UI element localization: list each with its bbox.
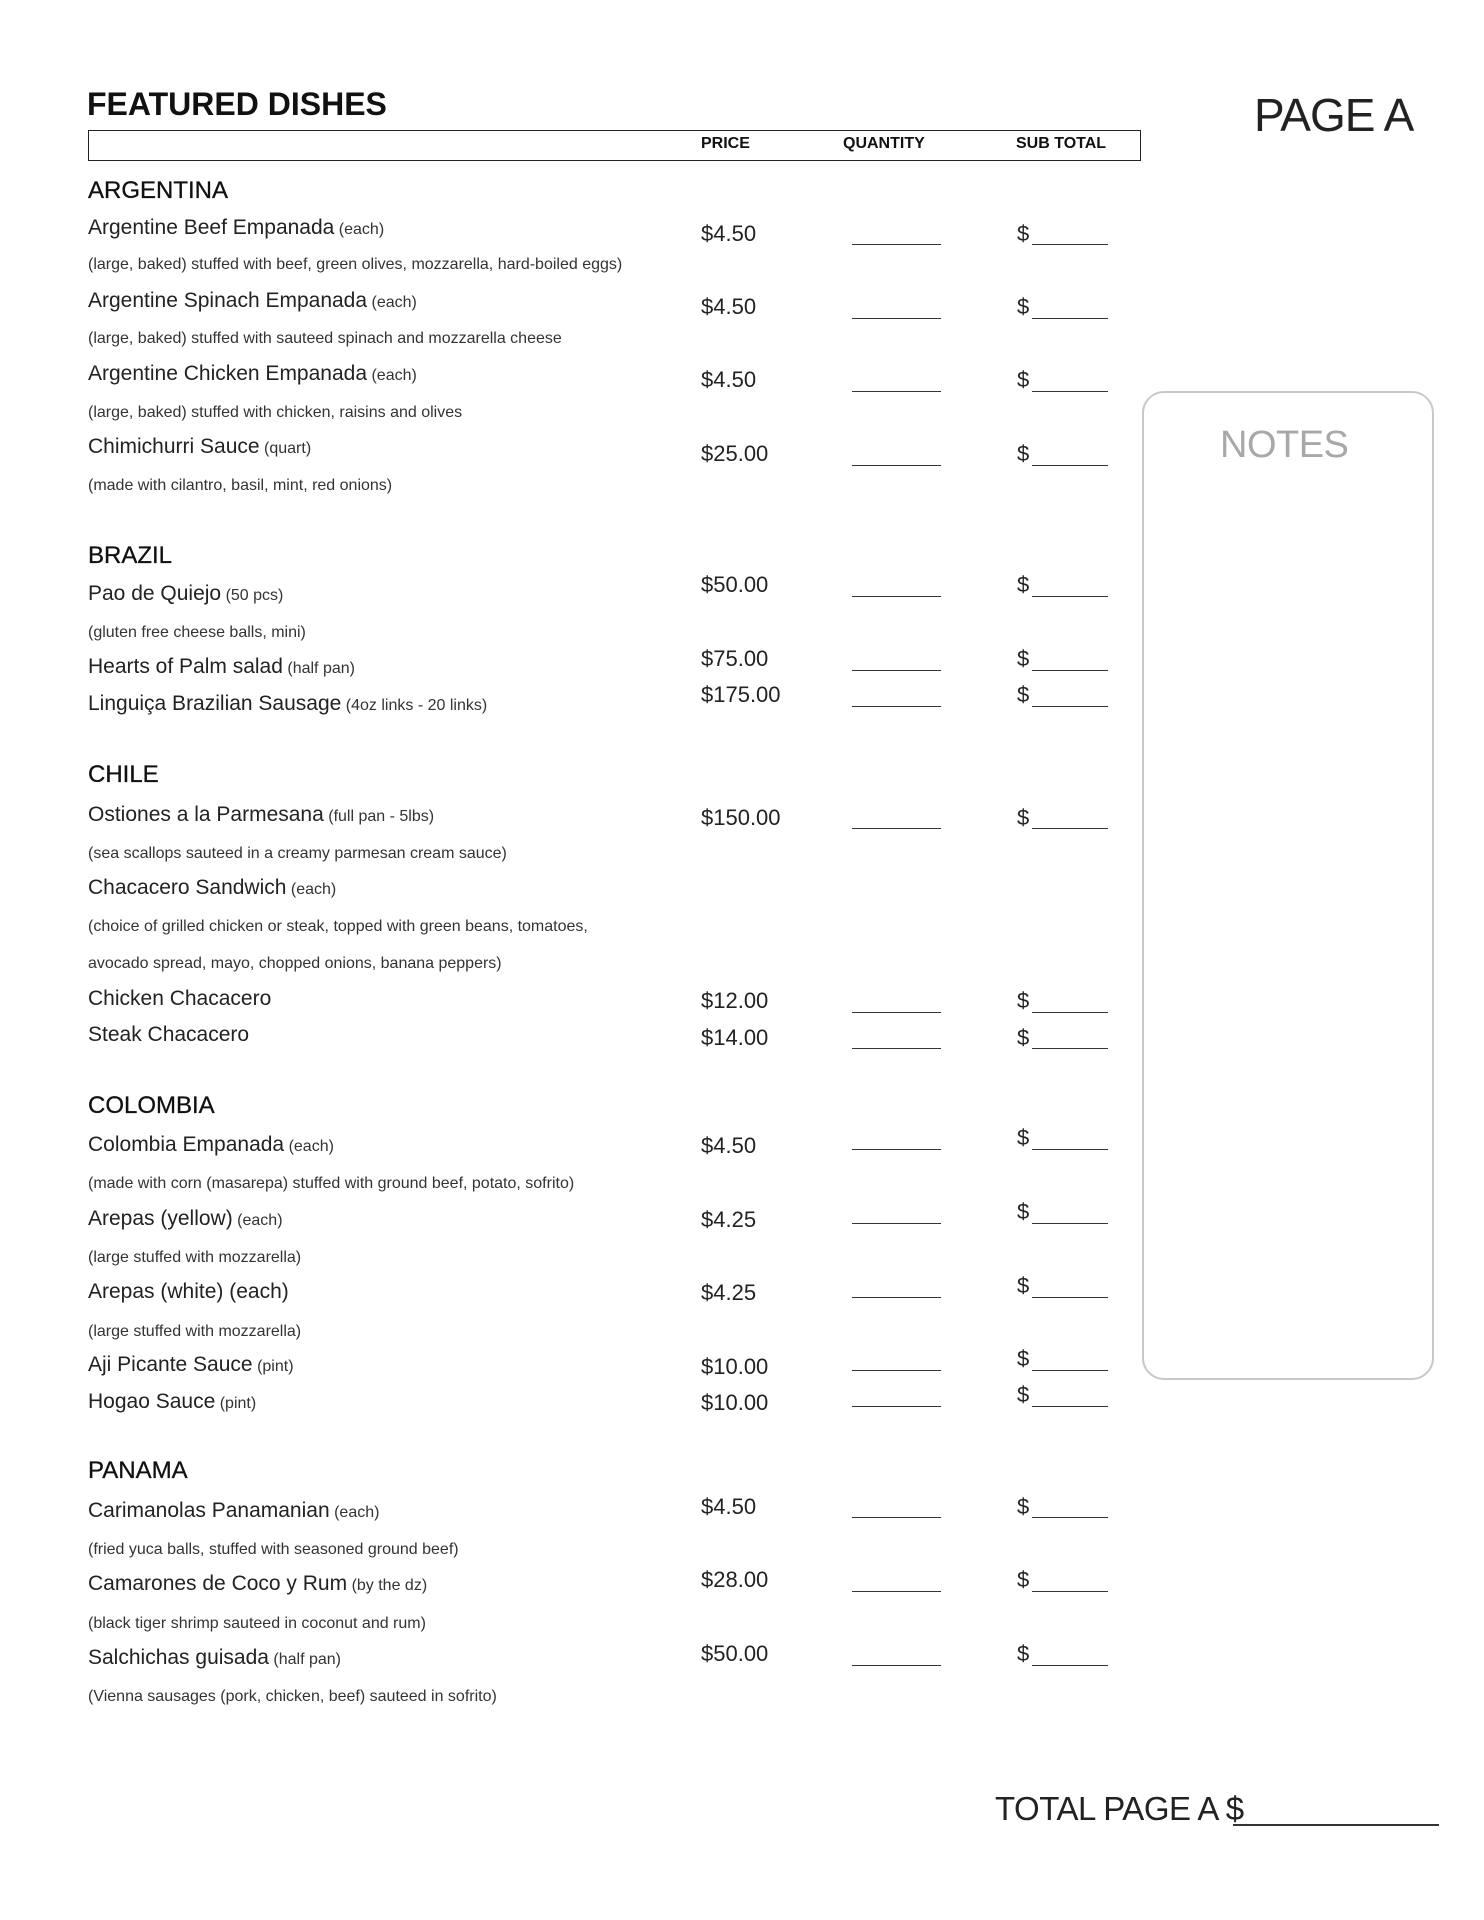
subtotal-field[interactable] — [1032, 1665, 1108, 1666]
item-price: $4.50 — [701, 221, 757, 246]
menu-item — [88, 362, 417, 386]
subtotal-field[interactable] — [1032, 828, 1108, 829]
subtotal-dollar-sign: $ — [1017, 221, 1030, 246]
item-description: (sea scallops sauteed in a creamy parmesan cream sauce) — [88, 845, 507, 862]
subtotal-dollar-sign: $ — [1017, 1125, 1030, 1150]
item-unit: (half pan) — [287, 660, 355, 677]
item-unit: (pint) — [219, 1395, 257, 1412]
subtotal-field[interactable] — [1032, 1048, 1108, 1049]
item-price: $4.50 — [701, 294, 757, 319]
item-name: Hogao Sauce — [88, 1390, 216, 1413]
subtotal-dollar-sign: $ — [1017, 1025, 1030, 1050]
quantity-field[interactable] — [852, 1149, 941, 1150]
page-label: PAGE A — [1254, 89, 1414, 141]
item-name: Ostiones a la Parmesana — [88, 803, 324, 826]
column-header-price: PRICE — [701, 135, 750, 152]
item-description: (gluten free cheese balls, mini) — [88, 624, 306, 641]
section-heading-panama: PANAMA — [88, 1457, 188, 1484]
subtotal-dollar-sign: $ — [1017, 1494, 1030, 1519]
quantity-field[interactable] — [852, 1012, 941, 1013]
quantity-field[interactable] — [852, 1370, 941, 1371]
subtotal-field[interactable] — [1032, 1297, 1108, 1298]
subtotal-dollar-sign: $ — [1017, 294, 1030, 319]
item-unit: (50 pcs) — [225, 587, 284, 604]
subtotal-dollar-sign: $ — [1017, 1641, 1030, 1666]
subtotal-field[interactable] — [1032, 1517, 1108, 1518]
menu-item — [88, 1646, 341, 1670]
item-description: (large, baked) stuffed with sauteed spinach and mozzarella cheese — [88, 330, 562, 347]
section-heading-argentina: ARGENTINA — [88, 177, 229, 204]
item-price: $150.00 — [701, 805, 781, 830]
page-title: FEATURED DISHES — [87, 86, 387, 122]
item-description: (large, baked) stuffed with chicken, raisins and olives — [88, 404, 463, 421]
menu-item — [88, 1572, 427, 1596]
quantity-field[interactable] — [852, 465, 941, 466]
item-unit: (each) — [237, 1212, 283, 1229]
column-header-quantity: QUANTITY — [843, 135, 925, 152]
subtotal-field[interactable] — [1032, 318, 1108, 319]
subtotal-field[interactable] — [1032, 1591, 1108, 1592]
subtotal-dollar-sign: $ — [1017, 1273, 1030, 1298]
item-price: $4.50 — [701, 1133, 757, 1158]
subtotal-dollar-sign: $ — [1017, 988, 1030, 1013]
item-unit: (4oz links - 20 links) — [345, 697, 488, 714]
item-unit: (each) — [371, 367, 417, 384]
total-field[interactable] — [1233, 1824, 1439, 1826]
menu-item — [88, 582, 283, 606]
menu-item — [88, 1499, 379, 1523]
quantity-field[interactable] — [852, 391, 941, 392]
item-name: Carimanolas Panamanian — [88, 1499, 330, 1522]
item-name: Hearts of Palm salad — [88, 655, 283, 678]
item-description: (choice of grilled chicken or steak, topped with green beans, tomatoes, — [88, 918, 588, 935]
item-price: $4.25 — [701, 1207, 757, 1232]
quantity-field[interactable] — [852, 244, 941, 245]
subtotal-field[interactable] — [1032, 596, 1108, 597]
item-description: (made with cilantro, basil, mint, red onions) — [88, 477, 393, 494]
item-price: $50.00 — [701, 572, 769, 597]
item-name: Chacacero Sandwich — [88, 876, 287, 899]
subtotal-field[interactable] — [1032, 1149, 1108, 1150]
total-label: TOTAL PAGE A $ — [995, 1790, 1244, 1827]
item-price: $14.00 — [701, 1025, 769, 1050]
menu-item — [88, 1390, 256, 1414]
item-unit: (full pan - 5lbs) — [328, 808, 435, 825]
section-heading-colombia: COLOMBIA — [88, 1092, 215, 1119]
subtotal-field[interactable] — [1032, 1012, 1108, 1013]
subtotal-dollar-sign: $ — [1017, 572, 1030, 597]
item-price: $10.00 — [701, 1354, 769, 1379]
subtotal-field[interactable] — [1032, 1406, 1108, 1407]
subtotal-field[interactable] — [1032, 465, 1108, 466]
item-description: avocado spread, mayo, chopped onions, banana peppers) — [88, 955, 502, 972]
menu-item — [88, 1353, 294, 1377]
item-name: Steak Chacacero — [88, 1023, 250, 1046]
menu-item — [88, 876, 336, 900]
item-unit: (quart) — [264, 440, 312, 457]
item-unit: (each) — [371, 294, 417, 311]
quantity-field[interactable] — [852, 596, 941, 597]
item-unit: (by the dz) — [351, 1577, 428, 1594]
subtotal-dollar-sign: $ — [1017, 805, 1030, 830]
subtotal-dollar-sign: $ — [1017, 1382, 1030, 1407]
item-name: Argentine Spinach Empanada — [88, 289, 368, 312]
item-unit: (pint) — [257, 1358, 294, 1375]
quantity-field[interactable] — [852, 670, 941, 671]
item-name: Argentine Chicken Empanada — [88, 362, 368, 385]
item-name: Chimichurri Sauce — [88, 435, 260, 458]
item-unit: (each) — [334, 1504, 380, 1521]
subtotal-dollar-sign: $ — [1017, 1199, 1030, 1224]
menu-item — [88, 692, 487, 716]
item-price: $175.00 — [701, 682, 781, 707]
item-price: $4.25 — [701, 1280, 757, 1305]
subtotal-field[interactable] — [1032, 670, 1108, 671]
menu-item — [88, 289, 417, 313]
quantity-field[interactable] — [852, 1591, 941, 1592]
item-name: Salchichas guisada — [88, 1646, 269, 1669]
item-name: Argentine Beef Empanada — [88, 216, 335, 239]
item-price: $10.00 — [701, 1390, 769, 1415]
subtotal-dollar-sign: $ — [1017, 682, 1030, 707]
item-unit: (half pan) — [273, 1651, 341, 1668]
subtotal-dollar-sign: $ — [1017, 441, 1030, 466]
item-name: Aji Picante Sauce — [88, 1353, 253, 1376]
item-description: (made with corn (masarepa) stuffed with ground beef, potato, sofrito) — [88, 1175, 575, 1192]
menu-item — [88, 655, 355, 679]
quantity-field[interactable] — [852, 1517, 941, 1518]
item-name: Arepas (yellow) — [88, 1207, 233, 1230]
subtotal-field[interactable] — [1032, 706, 1108, 707]
item-price: $4.50 — [701, 1494, 757, 1519]
menu-item — [88, 216, 384, 240]
quantity-field[interactable] — [852, 1223, 941, 1224]
subtotal-dollar-sign: $ — [1017, 1346, 1030, 1371]
subtotal-field[interactable] — [1032, 1223, 1108, 1224]
subtotal-field[interactable] — [1032, 391, 1108, 392]
quantity-field[interactable] — [852, 1665, 941, 1666]
subtotal-field[interactable] — [1032, 244, 1108, 245]
item-price: $12.00 — [701, 988, 769, 1013]
quantity-field[interactable] — [852, 706, 941, 707]
subtotal-dollar-sign: $ — [1017, 1567, 1030, 1592]
subtotal-field[interactable] — [1032, 1370, 1108, 1371]
item-price: $50.00 — [701, 1641, 769, 1666]
item-name: Arepas (white) (each) — [88, 1280, 289, 1303]
item-unit: (each) — [290, 881, 337, 898]
item-description: (black tiger shrimp sauteed in coconut and rum) — [88, 1615, 426, 1632]
quantity-field[interactable] — [852, 318, 941, 319]
section-heading-brazil: BRAZIL — [88, 542, 173, 569]
menu-item — [88, 1207, 283, 1231]
item-name: Pao de Quiejo — [88, 582, 222, 605]
quantity-field[interactable] — [852, 1406, 941, 1407]
item-price: $28.00 — [701, 1567, 769, 1592]
notes-box[interactable] — [1142, 391, 1434, 1380]
item-description: (large stuffed with mozzarella) — [88, 1249, 302, 1266]
item-price: $25.00 — [701, 441, 769, 466]
item-unit: (each) — [338, 221, 385, 238]
quantity-field[interactable] — [852, 1297, 941, 1298]
column-header-subtotal: SUB TOTAL — [1016, 135, 1107, 152]
item-description: (fried yuca balls, stuffed with seasoned ground beef) — [88, 1541, 459, 1558]
item-description: (large stuffed with mozzarella) — [88, 1323, 302, 1340]
menu-item — [88, 1133, 334, 1157]
item-name: Chicken Chacacero — [88, 987, 272, 1010]
quantity-field[interactable] — [852, 828, 941, 829]
subtotal-dollar-sign: $ — [1017, 367, 1030, 392]
item-name: Linguiça Brazilian Sausage — [88, 692, 342, 715]
quantity-field[interactable] — [852, 1048, 941, 1049]
menu-item — [88, 435, 311, 459]
notes-label: NOTES — [1220, 424, 1349, 466]
item-description: (Vienna sausages (pork, chicken, beef) sauteed in sofrito) — [88, 1688, 497, 1705]
item-price: $75.00 — [701, 646, 769, 671]
subtotal-dollar-sign: $ — [1017, 646, 1030, 671]
item-unit: (each) — [288, 1138, 334, 1155]
item-description: (large, baked) stuffed with beef, green olives, mozzarella, hard-boiled eggs) — [88, 256, 623, 273]
item-price: $4.50 — [701, 367, 757, 392]
item-name: Camarones de Coco y Rum — [88, 1572, 348, 1595]
item-name: Colombia Empanada — [88, 1133, 285, 1156]
column-header-box — [88, 130, 1141, 161]
menu-item — [88, 803, 434, 827]
section-heading-chile: CHILE — [88, 761, 159, 788]
